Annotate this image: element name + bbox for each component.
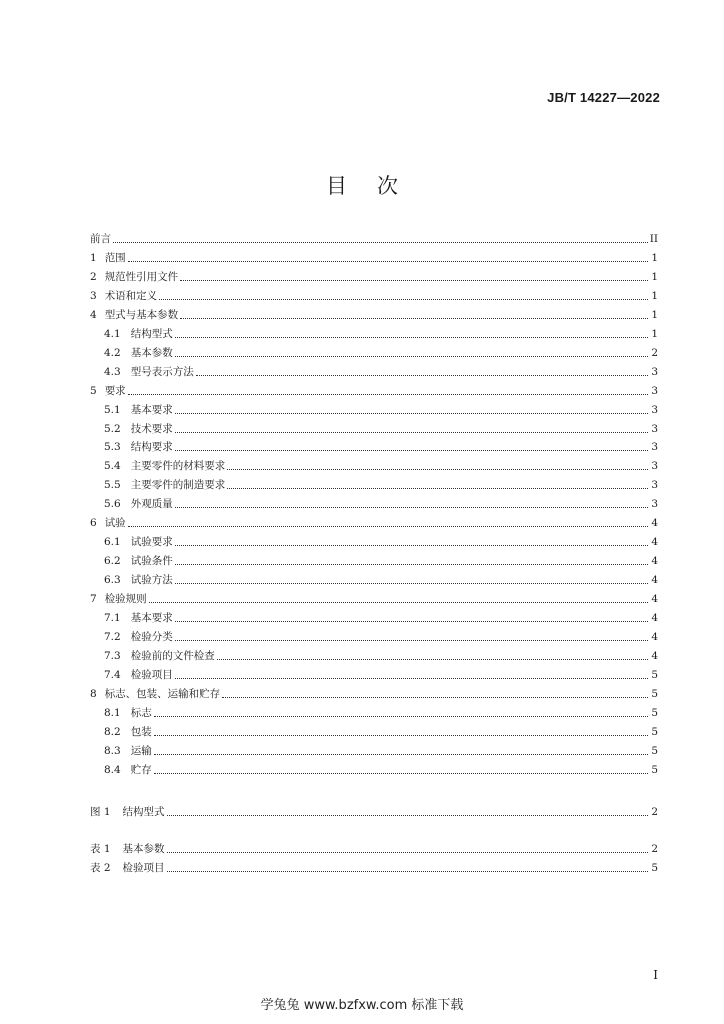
toc-entry-label: 型号表示方法	[130, 365, 194, 378]
dot-leader	[175, 545, 648, 546]
toc-entry-label: 主要零件的材料要求	[130, 460, 226, 473]
toc-section-entry[interactable]	[90, 588, 658, 606]
dot-leader	[167, 871, 648, 872]
standard-code: JB/T 14227—2022	[547, 90, 660, 105]
toc-entry-number: 4	[90, 308, 97, 321]
toc-entry-label: 结构要求	[130, 441, 173, 454]
toc-entry-label: 试验方法	[130, 574, 173, 587]
toc-entry-page: 5	[651, 744, 658, 757]
toc-entry-number: 8.4	[104, 763, 121, 776]
toc-entry-page: 4	[651, 649, 658, 662]
toc-subsection-entry[interactable]	[90, 531, 658, 549]
toc-figure-entry[interactable]	[90, 801, 658, 819]
dot-leader	[175, 678, 648, 679]
toc-entry-page: 1	[651, 308, 658, 321]
toc-table-entry[interactable]	[90, 857, 658, 875]
toc-entry-number: 5.3	[104, 441, 121, 454]
watermark-text: 学兔兔 www.bzfxw.com 标准下载	[260, 998, 464, 1013]
dot-leader	[227, 488, 648, 489]
dot-leader	[167, 815, 648, 816]
toc-entry-label: 外观质量	[130, 498, 173, 511]
toc-entry-page: 5	[651, 706, 658, 719]
toc-entry-page: 4	[651, 517, 658, 530]
toc-entry-label: 标志、包装、运输和贮存	[104, 687, 221, 700]
dot-leader	[149, 602, 648, 603]
toc-table-entry[interactable]	[90, 838, 658, 856]
toc-entry-label: 试验条件	[130, 555, 173, 568]
toc-section-entry[interactable]	[90, 266, 658, 284]
dot-leader	[175, 337, 648, 338]
toc-entry-label: 术语和定义	[104, 289, 158, 302]
toc-entry-label: 标志	[130, 706, 152, 719]
toc-entry-label: 检验分类	[130, 630, 173, 643]
toc-subsection-entry[interactable]	[90, 740, 658, 758]
dot-leader	[175, 507, 648, 508]
toc-entry-number: 7.2	[104, 630, 121, 643]
toc-entry-page: 1	[651, 251, 658, 264]
toc-entry-page: 4	[651, 593, 658, 606]
toc-entry-label: 基本要求	[130, 403, 173, 416]
toc-entry-page: 4	[651, 574, 658, 587]
dot-leader	[227, 469, 648, 470]
toc-entry-label: 要求	[104, 384, 126, 397]
toc-entry-number: 表 1	[90, 843, 111, 855]
toc-subsection-entry[interactable]	[90, 418, 658, 436]
dot-leader	[175, 583, 648, 584]
toc-subsection-entry[interactable]	[90, 702, 658, 720]
toc-entry-number: 8.1	[104, 706, 121, 719]
toc-entry-number: 6	[90, 517, 97, 530]
toc-entry-label: 包装	[130, 725, 152, 738]
toc-entry-number: 5.5	[104, 479, 121, 492]
toc-entry-page: 5	[651, 725, 658, 738]
toc-entry-page: 3	[651, 365, 658, 378]
toc-entry-label: 基本要求	[130, 612, 173, 624]
dot-leader	[175, 564, 648, 565]
dot-leader	[113, 242, 648, 243]
toc-entry-number: 5.6	[104, 498, 121, 511]
toc-entry-number: 6.2	[104, 555, 121, 568]
toc-subsection-entry[interactable]	[90, 645, 658, 663]
toc-subsection-entry[interactable]	[90, 399, 658, 417]
dot-leader	[128, 526, 648, 527]
toc-entry-label: 基本参数	[122, 843, 165, 855]
toc-entry-number: 4.2	[104, 346, 121, 359]
toc-entry-page: 4	[651, 612, 658, 624]
toc-entry-label: 试验	[104, 517, 126, 530]
toc-subsection-entry[interactable]	[90, 550, 658, 568]
toc-entry-number: 7	[90, 593, 97, 606]
toc-entry-page: 4	[651, 555, 658, 568]
toc-entry-label: 型式与基本参数	[104, 308, 179, 321]
dot-leader	[175, 356, 648, 357]
title-char-1: 目	[326, 174, 347, 198]
toc-section-entry[interactable]	[90, 247, 658, 265]
toc-entry-page: 3	[651, 498, 658, 511]
toc-section-entry[interactable]	[90, 285, 658, 303]
toc-section-entry[interactable]	[90, 228, 658, 246]
toc-entry-label: 技术要求	[130, 422, 173, 435]
dot-leader	[154, 773, 648, 774]
toc-entry-page: 2	[651, 806, 658, 818]
toc-entry-number: 1	[90, 251, 97, 264]
dot-leader	[217, 659, 648, 660]
toc-entry-page: 3	[651, 441, 658, 454]
toc-entry-number: 8.2	[104, 725, 121, 738]
toc-entry-page: 5	[651, 687, 658, 700]
dot-leader	[180, 280, 648, 281]
toc-entry-page: 3	[651, 479, 658, 492]
toc-subsection-entry[interactable]	[90, 759, 658, 777]
toc-entry-number: 6.3	[104, 574, 121, 587]
toc-entry-page: 3	[651, 403, 658, 416]
toc-entry-label: 运输	[130, 744, 152, 757]
toc-subsection-entry[interactable]	[90, 436, 658, 454]
dot-leader	[175, 621, 648, 622]
dot-leader	[222, 697, 648, 698]
toc-entry-number: 6.1	[104, 536, 121, 549]
toc-entry-page: 5	[651, 861, 658, 874]
toc-subsection-entry[interactable]	[90, 323, 658, 341]
toc-subsection-entry[interactable]	[90, 721, 658, 739]
toc-entry-page: 3	[651, 422, 658, 435]
dot-leader	[175, 432, 648, 433]
toc-subsection-entry[interactable]	[90, 569, 658, 587]
dot-leader	[167, 852, 648, 853]
dot-leader	[180, 318, 648, 319]
toc-entry-number: 5	[90, 384, 97, 397]
toc-entry-page: 1	[651, 327, 658, 340]
toc-entry-label: 检验规则	[104, 593, 147, 606]
toc-entry-page: 1	[651, 289, 658, 302]
toc-entry-label: 贮存	[130, 763, 152, 776]
toc-entry-page: 3	[651, 384, 658, 397]
toc-entry-label: 主要零件的制造要求	[130, 479, 226, 492]
toc-entry-number: 4.1	[104, 327, 121, 340]
dot-leader	[154, 716, 648, 717]
toc-entry-page: 5	[651, 763, 658, 776]
dot-leader	[159, 299, 648, 300]
toc-entry-page: 1	[651, 270, 658, 283]
title-char-2: 次	[377, 174, 398, 198]
toc-subsection-entry[interactable]	[90, 361, 658, 379]
page-title	[0, 170, 724, 200]
toc-entry-label: 前言	[90, 233, 111, 245]
dot-leader	[196, 375, 648, 376]
toc-section-entry[interactable]	[90, 380, 658, 398]
toc-entry-number: 7.3	[104, 649, 121, 662]
dot-leader	[154, 735, 648, 736]
page-number: I	[653, 968, 658, 982]
dot-leader	[128, 394, 648, 395]
toc-entry-page: II	[649, 233, 658, 245]
toc-entry-number: 3	[90, 289, 97, 302]
toc-entry-number: 7.1	[104, 612, 121, 624]
toc-entry-label: 结构型式	[122, 806, 165, 818]
toc-entry-page: 4	[651, 536, 658, 549]
toc-entry-number: 8	[90, 687, 97, 700]
toc-section-entry[interactable]	[90, 512, 658, 530]
toc-entry-page: 4	[651, 630, 658, 643]
dot-leader	[154, 754, 648, 755]
toc-section-entry[interactable]	[90, 683, 658, 701]
toc-entry-page: 5	[651, 668, 658, 681]
toc-entry-number: 5.2	[104, 422, 121, 435]
dot-leader	[128, 261, 648, 262]
toc-subsection-entry[interactable]	[90, 455, 658, 473]
dot-leader	[175, 450, 648, 451]
toc-entry-number: 7.4	[104, 668, 121, 681]
toc-entry-number: 8.3	[104, 744, 121, 757]
toc-entry-label: 结构型式	[130, 327, 173, 340]
toc-subsection-entry[interactable]	[90, 664, 658, 682]
toc-entry-label: 检验项目	[122, 861, 165, 874]
toc-entry-number: 图 1	[90, 806, 111, 818]
toc-entry-number: 5.1	[104, 403, 121, 416]
toc-entry-label: 规范性引用文件	[104, 270, 179, 283]
toc-subsection-entry[interactable]	[90, 493, 658, 511]
toc-entry-page: 3	[651, 460, 658, 473]
toc-subsection-entry[interactable]	[90, 474, 658, 492]
toc-entry-label: 试验要求	[130, 536, 173, 549]
dot-leader	[175, 413, 648, 414]
toc-subsection-entry[interactable]	[90, 342, 658, 360]
toc-section-entry[interactable]	[90, 304, 658, 322]
dot-leader	[175, 640, 648, 641]
toc-entry-label: 检验前的文件检查	[130, 649, 215, 662]
toc-entry-number: 4.3	[104, 365, 121, 378]
toc-subsection-entry[interactable]	[90, 607, 658, 625]
toc-entry-page: 2	[651, 843, 658, 855]
toc-entry-label: 范围	[104, 251, 126, 264]
toc-entry-number: 表 2	[90, 861, 111, 874]
toc-entry-label: 基本参数	[130, 346, 173, 359]
toc-entry-number: 2	[90, 270, 97, 283]
toc-entry-number: 5.4	[104, 460, 121, 473]
toc-entry-page: 2	[651, 346, 658, 359]
toc-subsection-entry[interactable]	[90, 626, 658, 644]
toc-entry-label: 检验项目	[130, 668, 173, 681]
